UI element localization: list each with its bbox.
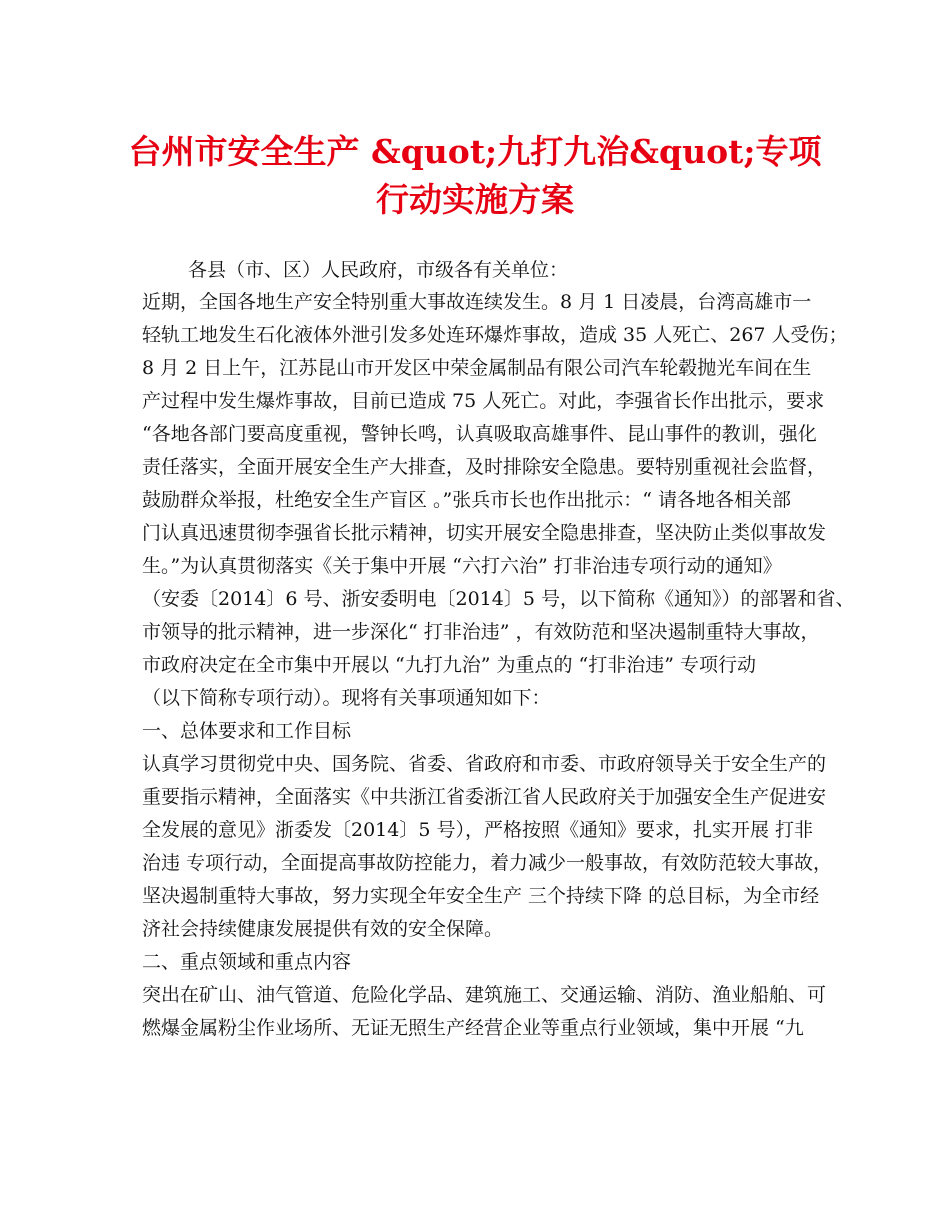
- body-line: （安委〔2014〕6 号、浙安委明电〔2014〕5 号，以下简称《通知》）的部署和省、: [142, 588, 855, 610]
- body-line: “各地各部门要高度重视，警钟长鸣，认真吸取高雄事件、昆山事件的教训，强化: [142, 423, 817, 445]
- body-line: 近期，全国各地生产安全特别重大事故连续发生。8 月 1 日凌晨，台湾高雄市一: [142, 291, 812, 313]
- body-line: 门认真迅速贯彻李强省长批示精神，切实开展安全隐患排查，坚决防止类似事故发: [142, 522, 827, 544]
- body-line: 燃爆金属粉尘作业场所、无证无照生产经营企业等重点行业领域，集中开展 “九: [142, 1017, 804, 1039]
- body-line: 济社会持续健康发展提供有效的安全保障。: [142, 918, 504, 940]
- body-line: 生。”为认真贯彻落实《关于集中开展 “六打六治” 打非治违专项行动的通知》: [142, 555, 782, 577]
- body-line: 8 月 2 日上午，江苏昆山市开发区中荣金属制品有限公司汽车轮毂抛光车间在生: [142, 357, 812, 379]
- salutation-line: 各县（市、区）人民政府，市级各有关单位：: [188, 259, 569, 281]
- body-line: 责任落实，全面开展安全生产大排查，及时排除安全隐患。要特别重视社会监督，: [142, 456, 827, 478]
- body-line: 坚决遏制重特大事故，努力实现全年安全生产 三个持续下降 的总目标，为全市经: [142, 885, 820, 907]
- body-line: 全发展的意见》浙委发〔2014〕5 号），严格按照《通知》要求，扎实开展 打非: [142, 819, 814, 841]
- body-line: （以下简称专项行动）。现将有关事项通知如下：: [142, 687, 551, 709]
- body-line: 鼓励群众举报，杜绝安全生产盲区 。”张兵市长也作出批示：“ 请各地各相关部: [142, 489, 792, 511]
- body-line: 市领导的批示精神，进一步深化“ 打非治违” ，有效防范和坚决遏制重特大事故，: [142, 621, 820, 643]
- document-title-line-1: 台州市安全生产 &quot;九打九治&quot;专项: [128, 132, 822, 171]
- body-line: 产过程中发生爆炸事故，目前已造成 75 人死亡。对此，李强省长作出批示，要求: [142, 390, 825, 412]
- body-line: 轻轨工地发生石化液体外泄引发多处连环爆炸事故，造成 35 人死亡、267 人受伤；: [142, 324, 848, 346]
- section-heading: 二、重点领域和重点内容: [142, 951, 352, 973]
- section-heading: 一、总体要求和工作目标: [142, 720, 352, 742]
- body-line: 治违 专项行动，全面提高事故防控能力，着力减少一般事故，有效防范较大事故，: [142, 852, 833, 874]
- body-line: 认真学习贯彻党中央、国务院、省委、省政府和市委、市政府领导关于安全生产的: [142, 753, 827, 775]
- body-line: 突出在矿山、油气管道、危险化学品、建筑施工、交通运输、消防、渔业船舶、可: [142, 984, 827, 1006]
- body-line: 重要指示精神，全面落实《中共浙江省委浙江省人民政府关于加强安全生产促进安: [142, 786, 827, 808]
- body-line: 市政府决定在全市集中开展以 “九打九治” 为重点的 “打非治违” 专项行动: [142, 654, 757, 676]
- document-title-line-2: 行动实施方案: [376, 180, 574, 219]
